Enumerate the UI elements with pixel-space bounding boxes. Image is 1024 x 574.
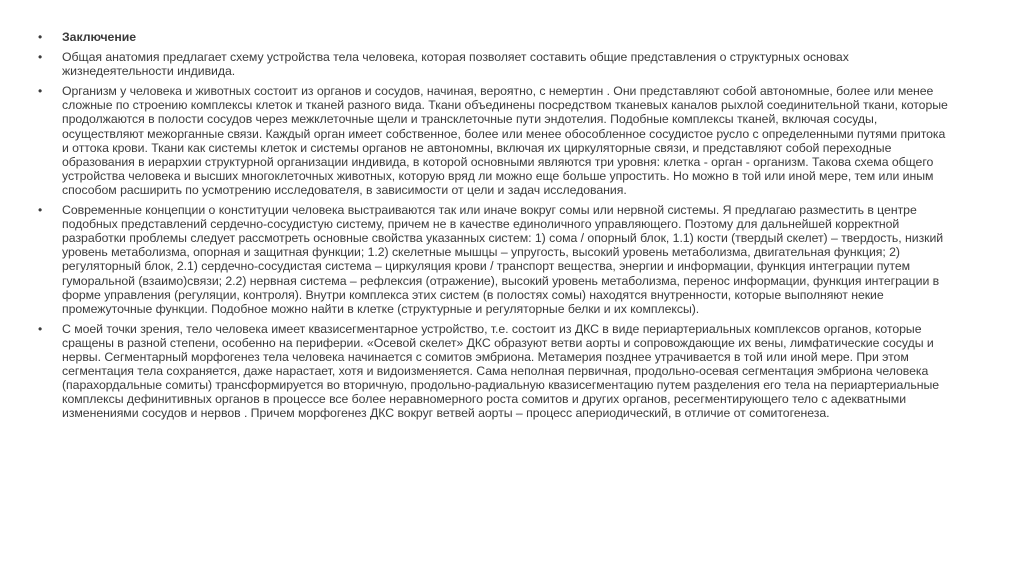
paragraph-organism-structure [36,84,948,197]
bullet-dot-icon: • [38,321,43,336]
bullet-dot-icon: • [38,84,43,99]
slide-content [36,30,948,426]
paragraph-general-anatomy [36,50,948,78]
paragraph-text: Современные концепции о конституции человека выстраиваются так или иначе вокруг сомы или нервной системы. Я предлагаю разместить в центре подобных представлений сердечно-сосудистую систему, причем не в качестве единоличного управляющего. Поэтому для дальнейшей корректной разработки проблемы следует рассмотреть основные свойства указанных систем: 1) сома / опорный блок, 1.1) кости (твердый скелет) – твердость, низкий уровень метаболизма, опорная и защитная функции; 1.2) скелетные мышцы – упругость, высокий уровень метаболизма, двигательная функция; 2) регуляторный блок, 2.1) сердечно-сосудистая система – циркуляция крови / транспорт вещества, энергии и информации, функция интеграции путем гуморальной (взаимо)связи; 2.2) нервная система – рефлексия (отражение), высокий уровень метаболизма, перенос информации, функция интеграции в форме управления (регуляции, контроля). Внутри комплекса этих систем (в полостях сомы) находятся внутренности, которые выполняют некие промежуточные функции. Подобное можно найти в клетке (структурные и регуляторные белки и их комплексы). [62,203,944,316]
paragraph-text: Общая анатомия предлагает схему устройства тела человека, которая позволяет составить общие представления о структурных основах жизнедеятельности индивида. [62,50,849,79]
heading-item [36,30,948,44]
bullet-dot-icon: • [38,30,43,44]
paragraph-text: Организм у человека и животных состоит из органов и сосудов, начиная, вероятно, с немертин . Они представляют собой автономные, более или менее сложные по строению комплексы клеток и тканей разного вида. Ткани объединены посредством тканевых каналов рыхлой соединительной ткани, которые продолжаются в полости сосудов через межклеточные щели и трансклеточные пути эндотелия. Подобные комплексы тканей, включая сосуды, осуществляют межорганные связи. Каждый орган имеет собственное, более или менее обособленное сосудистое русло с определенными путями притока и оттока крови. Ткани как системы клеток и системы органов не автономны, включая их циркуляторные связи, и представляют собой переходные образования в иерархии структурной организации индивида, в которой основными являются три уровня: клетка - орган - организм. Такова схема общего устройства человека и высших многоклеточных животных, которую вряд ли можно еще больше упростить. Но можно в той или иной мере, тем или иным способом расширить по усмотрению исследователя, в зависимости от цели и задач исследования. [62,84,948,197]
paragraph-text: С моей точки зрения, тело человека имеет квазисегментарное устройство, т.е. состоит из ДКС в виде периартериальных комплексов органов, которые сращены в разной степени, особенно на периферии. «Осевой скелет» ДКС образуют ветви аорты и сопровождающие их вены, лимфатические сосуды и нервы. Сегментарный морфогенез тела человека начинается с сомитов эмбриона. Метамерия позднее утрачивается в той или иной мере. При этом сегментация тела сохраняется, даже нарастает, хотя и видоизменяется. Сама неполная первичная, продольно-осевая сегментация эмбриона человека (парахордальные сомиты) трансформируется во вторичную, продольно-радиальную квазисегментацию путем разделения его тела на периартериальные комплексы дефинитивных органов в процессе все более неравномерного роста сомитов и других органов, ресегментирующего тело с адекватными изменениями сосудов и нервов . Причем морфогенез ДКС вокруг ветвей аорты – процесс апериодический, в отличие от сомитогенеза. [62,321,940,421]
paragraph-constitution-concepts [36,203,948,316]
bullet-list [36,30,948,420]
bullet-dot-icon: • [38,203,43,218]
bullet-dot-icon: • [38,50,43,65]
heading-text: Заключение [62,30,136,44]
paragraph-quasisegmental-structure [36,322,948,421]
